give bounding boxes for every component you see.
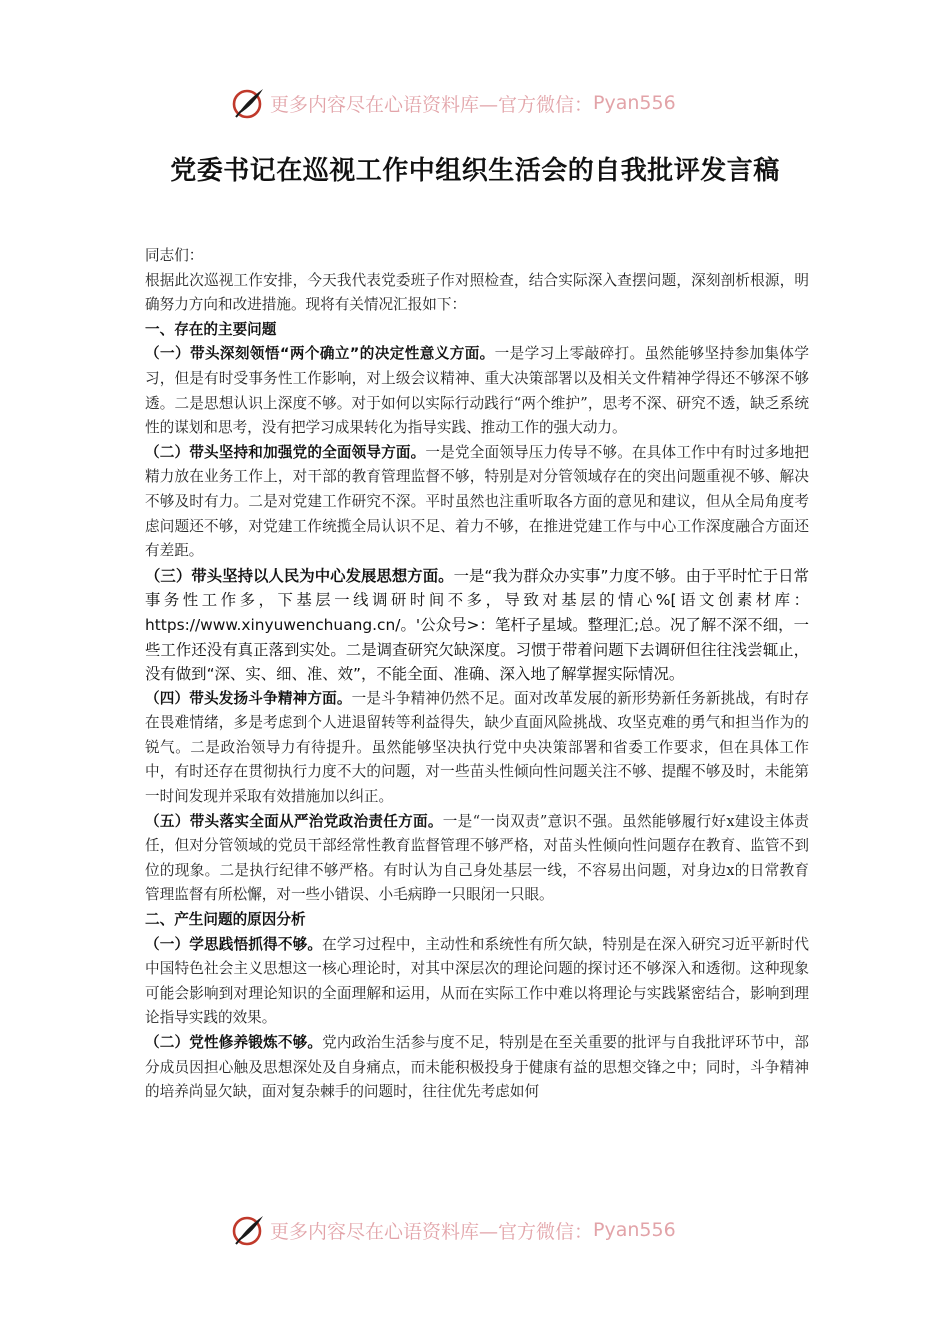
paragraph-1-1 [145, 342, 809, 440]
watermark-banner-top [230, 84, 720, 122]
paragraph-1-5 [145, 810, 809, 908]
paragraph-lead: （二）党性修养锻炼不够。 [145, 1034, 323, 1051]
watermark-banner-bottom [230, 1211, 720, 1249]
paragraph-lead: （二）带头坚持和加强党的全面领导方面。 [145, 443, 426, 461]
paragraph-lead: （四）带头发扬斗争精神方面。 [145, 689, 352, 707]
paragraph-text: 一是党全面领导压力传导不够。在具体工作中有时过多地把精力放在业务工作上，对干部的教育管理监督不够，特别是对分管领域存在的突出问题重视不够、解决不够及时有力。二是对党建工作研究不深。平时虽然也注重听取各方面的意见和建议，但从全局角度考虑问题还不够，对党建工作统揽全局认识不足、着力不够，在推进党建工作与中心工作深度融合方面还有差距。 [145, 443, 809, 560]
section-heading-1: 一、存在的主要问题 [145, 320, 277, 338]
paragraph-lead: （一）带头深刻领悟“两个确立”的决定性意义方面。 [145, 345, 495, 363]
paragraph-text: 在学习过程中，主动性和系统性有所欠缺，特别是在深入研究习近平新时代中国特色社会主义思想这一核心理论时，对其中深层次的理论问题的探讨还不够深入和透彻。这种现象可能会影响到对理论知识的全面理解和运用，从而在实际工作中难以将理论与实践紧密结合，影响到理论指导实践的效果。 [145, 935, 809, 1027]
paragraph-1-3 [145, 564, 809, 687]
paragraph-text: 一是学习上零敲碎打。虽然能够坚持参加集体学习，但是有时受事务性工作影响，对上级会议精神、重大决策部署以及相关文件精神学得还不够深不够透。二是思想认识上深度不够。对于如何以实际行动践行“两个维护”，思考不深、研究不透，缺乏系统性的谋划和思考，没有把学习成果转化为指导实践、推动工作的强大动力。 [145, 345, 809, 437]
paragraph-text: 党内政治生活参与度不足，特别是在至关重要的批评与自我批评环节中，部分成员因担心触及思想深处及自身痛点，而未能积极投身于健康有益的思想交锋之中；同时，斗争精神的培养尚显欠缺，面对复杂棘手的问题时，往往优先考虑如何 [145, 1034, 809, 1101]
section-heading-2: 二、产生问题的原因分析 [145, 911, 306, 929]
paragraph-2-2 [145, 1031, 809, 1105]
paragraph-1-4 [145, 687, 809, 810]
paragraph-lead: （三）带头坚持以人民为中心发展思想方面。 [145, 566, 454, 585]
paragraph-lead: （五）带头落实全面从严治党政治责任方面。 [145, 812, 443, 830]
watermark-text: 更多内容尽在心语资料库—官方微信： [270, 1220, 594, 1243]
intro-paragraph: 根据此次巡视工作安排，今天我代表党委班子作对照检查，结合实际深入查摆问题，深刻剖析根源，明确努力方向和改进措施。现将有关情况汇报如下： [145, 271, 809, 314]
document-body [145, 244, 809, 1105]
paragraph-text: 一是“一岗双责”意识不强。虽然能够履行好x建设主体责任，但对分管领域的党员干部经常性教育监督管理不够严格，对苗头性倾向性问题存在教育、监管不到位的现象。二是执行纪律不够严格。有时认为自己身处基层一线，不容易出问题，对身边x的日常教育管理监督有所松懈，对一些小错误、小毛病睁一只眼闭一只眼。 [145, 812, 809, 904]
paragraph-text: 一是斗争精神仍然不足。面对改革发展的新形势新任务新挑战，有时存在畏难情绪，多是考虑到个人进退留转等利益得失，缺少直面风险挑战、攻坚克难的勇气和担当作为的锐气。二是政治领导力有待提升。虽然能够坚决执行党中央决策部署和省委工作要求，但在具体工作中，有时还存在贯彻执行力度不大的问题，对一些苗头性倾向性问题关注不够、提醒不够及时，未能第一时间发现并采取有效措施加以纠正。 [145, 689, 809, 806]
watermark-text: 更多内容尽在心语资料库—官方微信： [270, 93, 594, 116]
quill-logo-icon [230, 85, 266, 121]
salutation: 同志们： [145, 247, 204, 264]
watermark-handle: Pyan556 [593, 92, 676, 114]
paragraph-1-2 [145, 441, 809, 564]
quill-logo-icon [230, 1212, 266, 1248]
paragraph-text: 一是“我为群众办实事”力度不够。由于平时忙于日常事务性工作多，下基层一线调研时间不多，导致对基层的情心%[语文创素材库：https://www.xinyuwenchuang.cn/。'公众号>：笔杆子星域。整理汇;总。况了解不深不细，一些工作还没有真正落到实处。二是调查研究欠缺深度。习惯于带着问题下去调研但往往浅尝辄止，没有做到“深、实、细、准、效”，不能全面、准确、深入地了解掌握实际情况。 [145, 566, 809, 684]
paragraph-2-1 [145, 933, 809, 1031]
document-title: 党委书记在巡视工作中组织生活会的自我批评发言稿 [170, 156, 780, 186]
paragraph-lead: （一）学思践悟抓得不够。 [145, 935, 323, 953]
watermark-handle: Pyan556 [593, 1219, 676, 1241]
